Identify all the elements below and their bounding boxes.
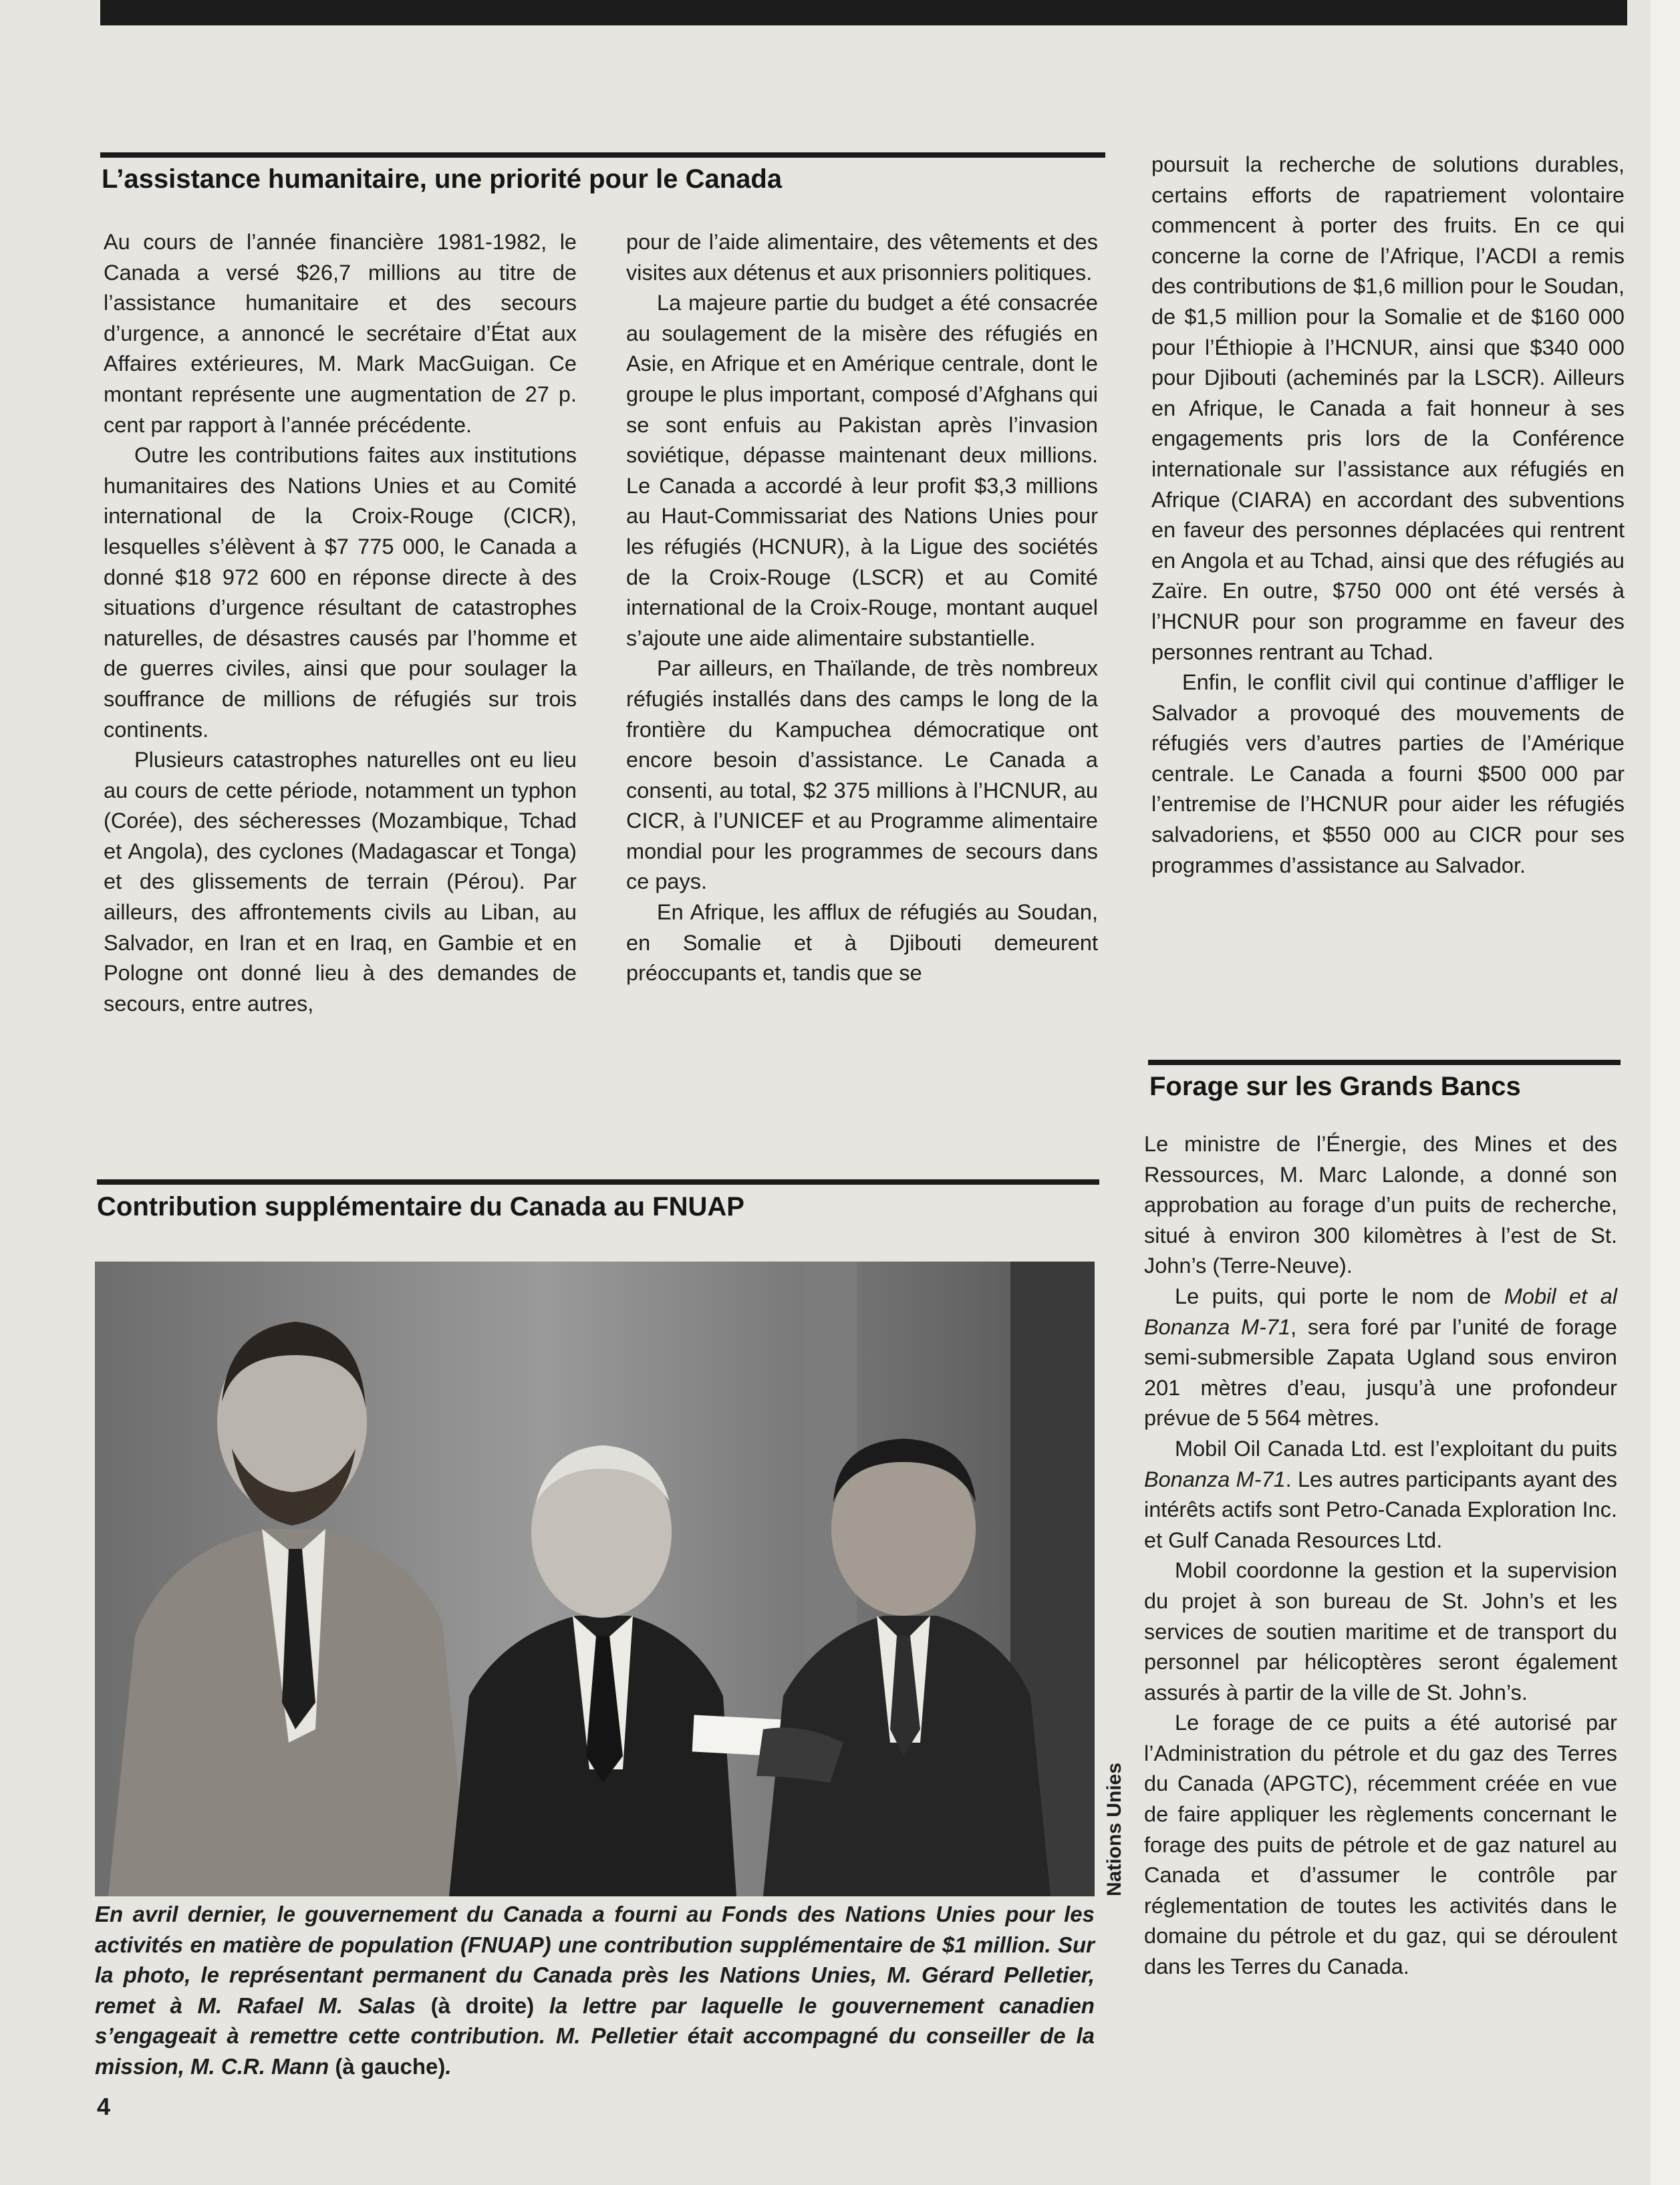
text-run: Le puits, qui porte le nom de <box>1175 1284 1504 1308</box>
text-run: Mobil Oil Canada Ltd. est l’exploitant du puits <box>1175 1436 1617 1461</box>
paragraph <box>1144 1556 1617 1708</box>
paragraph <box>1144 1708 1617 1982</box>
caption-run: . <box>445 2053 452 2079</box>
article1-rule <box>100 152 1105 158</box>
next-page-edge <box>1651 0 1680 2185</box>
paragraph <box>1144 1434 1617 1556</box>
caption-run: la lettre par laquelle le gouvernement canadien s’engageait à remettre cette contribution. M. Pelletier était accompagné du conseiller de la mission, M. C.R. Mann <box>95 1993 1095 2079</box>
article1-column-1 <box>104 227 577 1019</box>
text-run: Le forage de ce puits a été autorisé par l’Administration du pétrole et du gaz des Terres du Canada (APGTC), récemment créée en vue de faire appliquer les règlements concernant le forage des puits de pétrole et de gaz naturel au Canada et d’assumer le contrôle par réglementation de toutes les activités dans le domaine du pétrole et du gaz, qui se déroulent dans les Terres du Canada. <box>1144 1711 1617 1979</box>
top-black-bar <box>100 0 1627 25</box>
text-run: Le ministre de l’Énergie, des Mines et des Ressources, M. Marc Lalonde, a donné son approbation au forage d’un puits de recherche, situé à environ 300 kilomètres à l’est de St. John’s (Terre-Neuve). <box>1144 1132 1617 1278</box>
article3-rule <box>1148 1060 1621 1065</box>
text-run: , sera foré par l’unité de forage semi-submersible Zapata Ugland sous environ 201 mètres d’eau, jusqu’à une profondeur prévue de 5 564 mètres. <box>1144 1314 1617 1431</box>
article3-body <box>1144 1129 1617 1983</box>
text-run: Mobil coordonne la gestion et la supervision du projet à son bureau de St. John’s et les services de soutien maritime et de transport du personnel par hélicoptères seront également assurés à partir de la ville de St. John’s. <box>1144 1558 1617 1705</box>
paragraph: Outre les contributions faites aux institutions humanitaires des Nations Unies et au Comité international de la Croix-Rouge (CICR), lesquelles s’élèvent à $7 775 000, le Canada a donné $18 972 600 en réponse directe à des situations d’urgence résultant de catastrophes naturelles, de désastres causés par l’homme et de guerres civiles, ainsi que pour soulager la souffrance de millions de réfugiés sur trois continents. <box>104 443 577 742</box>
paragraph <box>1144 1129 1617 1282</box>
paragraph: Au cours de l’année financière 1981-1982, le Canada a versé $26,7 millions au titre de l’assistance humanitaire et des secours d’urgence, a annoncé le secrétaire d’État aux Affaires extérieures, M. Mark MacGuigan. Ce montant représente une augmentation de 27 p. cent par rapport à l’année précédente. <box>104 230 577 437</box>
paragraph: Par ailleurs, en Thaïlande, de très nombreux réfugiés installés dans des camps le long de la frontière du Kampuchea démocratique ont encore besoin d’assistance. Le Canada a consenti, au total, $2 375 millions à l’HCNUR, au CICR, à l’UNICEF et au Programme alimentaire mondial pour les programmes de secours dans ce pays. <box>626 656 1098 894</box>
article2-rule <box>97 1179 1099 1185</box>
caption-run: (à gauche) <box>335 2053 446 2079</box>
italic-run: Bonanza M-71 <box>1144 1467 1286 1491</box>
text-run: . Les autres participants ayant des intérêts actifs sont Petro-Canada Exploration Inc. et Gulf Canada Resources Ltd. <box>1144 1467 1617 1552</box>
article1-title: L’assistance humanitaire, une priorité pour le Canada <box>102 164 783 194</box>
article1-column-2 <box>626 227 1098 989</box>
paragraph: Plusieurs catastrophes naturelles ont eu lieu au cours de cette période, notamment un typhon (Corée), des sécheresses (Mozambique, Tchad et Angola), des cyclones (Madagascar et Tonga) et des glissements de terrain (Pérou). Par ailleurs, des affrontements civils au Liban, au Salvador, en Iran et en Iraq, en Gambie et en Pologne ont donné lieu à des demandes de secours, entre autres, <box>104 748 577 1016</box>
paragraph: pour de l’aide alimentaire, des vêtements et des visites aux détenus et aux prisonniers politiques. <box>626 230 1098 285</box>
caption-run: En avril dernier, le gouvernement du Canada a fourni au Fonds des Nations Unies pour les activités en matière de population (FNUAP) une contribution supplémentaire de $1 million. Sur la photo, le représentant permanent du Canada près les Nations Unies, M. Gérard Pelletier, remet à M. Rafael M. Salas <box>95 1902 1095 2018</box>
italic-run: Mobil et al Bonanza M-71 <box>1144 1284 1617 1339</box>
article3-title: Forage sur les Grands Bancs <box>1149 1072 1521 1101</box>
paragraph: poursuit la recherche de solutions durables, certains efforts de rapatriement volontaire commencent à porter des fruits. En ce qui concerne la corne de l’Afrique, l’ACDI a remis des contributions de $1,6 million pour le Soudan, de $1,5 million pour la Somalie et de $160 000 pour l’Éthiopie à l’HCNUR, ainsi que $340 000 pour Djibouti (acheminés par la LSCR). Ailleurs en Afrique, le Canada a fait honneur à ses engagements pris lors de la Conférence internationale sur l’assistance aux réfugiés en Afrique (CIARA) en accordant des subventions en faveur des personnes déplacées qui rentrent en Angola et au Tchad, ainsi que des réfugiés au Zaïre. En outre, $750 000 ont été versés à l’HCNUR pour son programme en faveur des personnes rentrant au Tchad. <box>1151 152 1625 664</box>
photo-caption <box>95 1899 1095 2082</box>
paragraph: En Afrique, les afflux de réfugiés au Soudan, en Somalie et à Djibouti demeurent préoccupants et, tandis que se <box>626 900 1098 986</box>
paragraph <box>1144 1282 1617 1434</box>
paragraph: Enfin, le conflit civil qui continue d’affliger le Salvador a provoqué des mouvements de réfugiés vers d’autres parties de l’Amérique centrale. Le Canada a fourni $500 000 par l’entremise de l’HCNUR pour aider les réfugiés salvadoriens, et $550 000 au CICR pour ses programmes d’assistance au Salvador. <box>1151 670 1625 877</box>
caption-run: (à droite) <box>430 1993 535 2018</box>
fnuap-photo <box>95 1262 1095 1896</box>
article2-title: Contribution supplémentaire du Canada au FNUAP <box>97 1192 744 1221</box>
paragraph: La majeure partie du budget a été consacrée au soulagement de la misère des réfugiés en Asie, en Afrique et en Amérique centrale, dont le groupe le plus important, composé d’Afghans qui se sont enfuis au Pakistan après l’invasion soviétique, dépasse maintenant deux millions. Le Canada a accordé à leur profit $3,3 millions au Haut-Commissariat des Nations Unies pour les réfugiés (HCNUR), à la Ligue des sociétés de la Croix-Rouge (LSCR) et au Comité international de la Croix-Rouge, montant auquel s’ajoute une aide alimentaire substantielle. <box>626 291 1098 650</box>
page-number: 4 <box>97 2093 111 2120</box>
article1-column-3 <box>1151 150 1625 881</box>
